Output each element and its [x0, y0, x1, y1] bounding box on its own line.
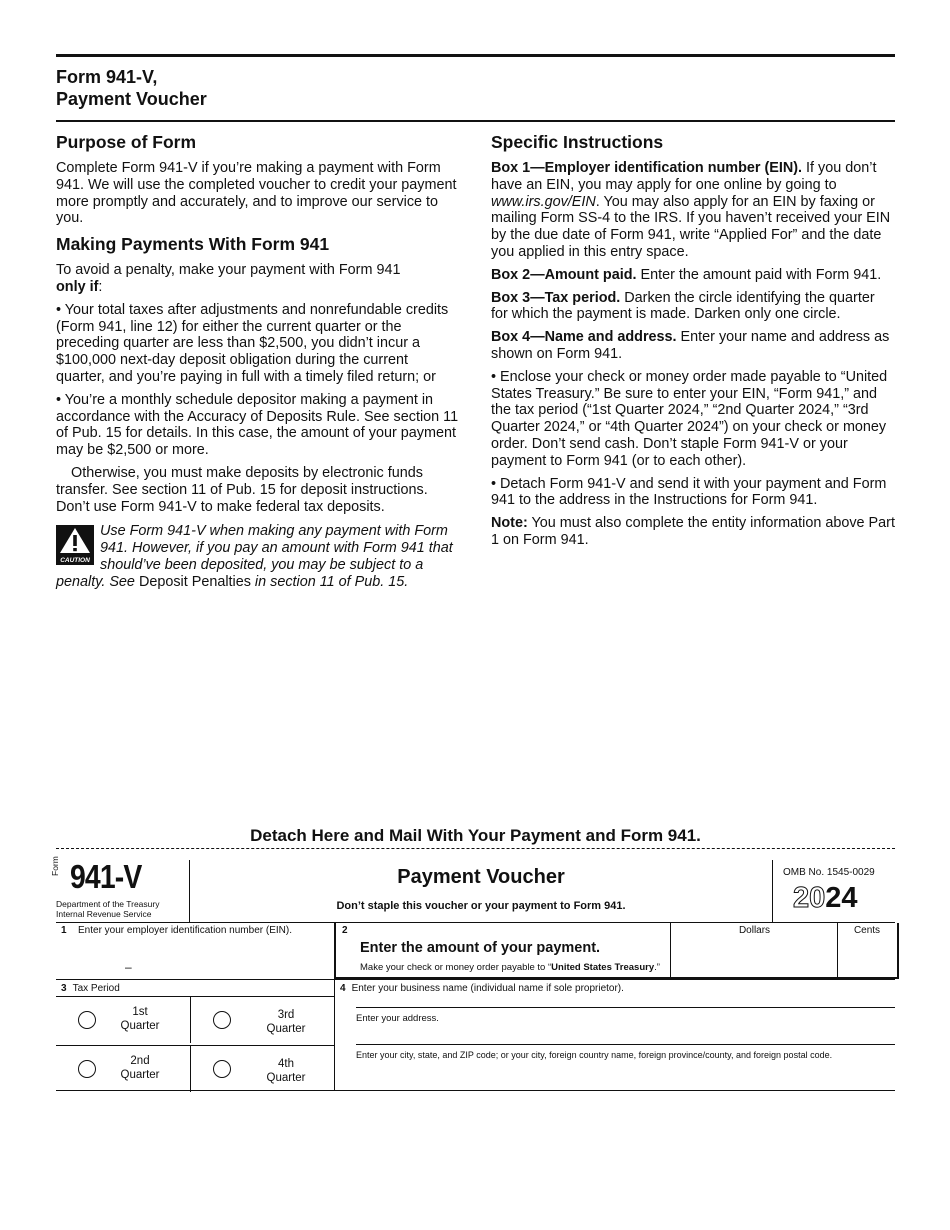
only-if-colon: :: [98, 278, 103, 295]
bullet-total-taxes: • Your total taxes after adjustments and nonrefundable credits (Form 941, line 12) for either the current quarter or the preceding quarter are less than $2,500, you didn’t incur a $100,000 next-day deposit obligation during the current quarter, and you’re paying in full with a timely filed return; or: [56, 301, 449, 385]
caution-icon-label: CAUTION: [60, 557, 90, 565]
amount-label: Enter the amount of your payment.: [360, 940, 601, 956]
purpose-text: Complete Form 941-V if you’re making a payment with Form 941. We will use the completed voucher to credit your payment more promptly and accurately, and to improve our service to you.: [56, 160, 457, 227]
quarter-2-radio[interactable]: [78, 1060, 96, 1078]
box3-label-text: Tax Period: [72, 983, 120, 994]
bullet-monthly-depositor: • You’re a monthly schedule depositor making a payment in accordance with the Accuracy of Deposits Rule. See section 11 of Pub. 15 for details. In this case, the amount of your payment may be $2,500 or more.: [56, 391, 459, 459]
department-line-2: Internal Revenue Service: [56, 909, 152, 919]
instruction-columns: [56, 132, 895, 591]
box3-text: Darken the circle identifying the quarter for which the payment is made. Darken only one circle.: [491, 289, 875, 323]
caution-text-b: Deposit Penalties: [138, 573, 251, 590]
box4-title: Box 4—Name and address.: [491, 329, 677, 346]
specific-instructions-heading: Specific Instructions: [491, 132, 664, 152]
ein-box[interactable]: [56, 923, 334, 979]
address-label: Enter your address.: [356, 1013, 439, 1024]
quarter-1-label: 1st Quarter: [120, 1006, 160, 1032]
box1-title: Box 1—Employer identification number (EIN).: [491, 160, 803, 176]
ein-url: www.irs.gov/EIN: [491, 193, 596, 210]
business-name-field[interactable]: [356, 1007, 895, 1008]
form-number: 941-V: [70, 858, 142, 895]
box4-number: 4: [340, 983, 346, 994]
payable-note-b: United States Treasury: [551, 962, 655, 973]
otherwise-text: Otherwise, you must make deposits by electronic funds transfer. See section 11 of Pub. 15 for deposit instructions. Don’t use Form 941-V to make federal tax deposits.: [56, 464, 428, 515]
instructions-page: [56, 54, 895, 591]
voucher-header: [50, 856, 895, 922]
left-column: [56, 132, 460, 591]
dollars-field[interactable]: [670, 923, 838, 977]
box2-instructions: [491, 267, 895, 284]
box1-instructions: [491, 160, 895, 261]
name-address-box: [334, 980, 895, 1090]
payable-note-c: .”: [654, 962, 660, 973]
caution-icon: [56, 525, 94, 565]
payment-voucher: [50, 856, 895, 1091]
tax-period-label: [61, 983, 120, 994]
quarter-4-option[interactable]: [190, 1045, 334, 1092]
voucher-title: Payment Voucher: [397, 866, 565, 888]
box1-number: 1: [61, 925, 67, 936]
avoid-penalty-lead: To avoid a penalty, make your payment with Form 941: [56, 262, 401, 279]
bullet-enclose-check: • Enclose your check or money order made payable to “United States Treasury.” Be sure to enter your EIN, “Form 941,” and the tax period (“1st Quarter 2024,” “2nd Quarter 2024,” “3rd Quarter 2024,” or “4th Quarter 2024”) on your check or money order. Don’t send cash. Don’t staple Form 941-V or your payment to Form 941 (or to each other).: [491, 368, 888, 469]
box2-number: 2: [342, 925, 348, 936]
detach-instruction: Detach Here and Mail With Your Payment and Form 941.: [250, 826, 701, 845]
note-text: You must also complete the entity information above Part 1 on Form 941.: [491, 515, 895, 548]
voucher-form-id: [50, 856, 190, 922]
voucher-row-period-name: [56, 979, 895, 1091]
caution-text-c: in section 11 of Pub. 15.: [250, 573, 409, 590]
note-label: Note:: [491, 515, 528, 532]
omb-number: OMB No. 1545-0029: [783, 867, 875, 878]
quarter-3-option[interactable]: [190, 997, 334, 1043]
quarter-3-radio[interactable]: [213, 1011, 231, 1029]
caution-text-a: Use Form 941-V when making any payment with Form 941. However, if you pay an amount with Form 941 that should’ve been deposited, you may be subject to a penalty. See: [56, 523, 453, 590]
department: [56, 899, 159, 919]
caution-note: [56, 523, 460, 590]
title-line-2: Payment Voucher: [56, 89, 207, 109]
ein-dash: –: [125, 960, 132, 974]
city-label: Enter your city, state, and ZIP code; or your city, foreign country name, foreign province/county, and foreign postal code.: [356, 1050, 833, 1060]
quarter-3-label: 3rd Quarter: [266, 1009, 306, 1035]
quarter-4-radio[interactable]: [213, 1060, 231, 1078]
box4-label-text: Enter your business name (individual name if sole proprietor).: [351, 983, 624, 994]
box3-instructions: [491, 290, 895, 324]
avoid-penalty-text: [56, 262, 460, 296]
page-title: [56, 57, 895, 122]
only-if-text: only if: [56, 278, 99, 295]
box1-label-text: Enter your employer identification number (EIN).: [78, 925, 292, 936]
bullet-detach: • Detach Form 941-V and send it with your payment and Form 941 to the address in the Instructions for Form 941.: [491, 475, 887, 509]
box4-instructions: [491, 329, 895, 363]
right-column: [491, 132, 895, 591]
quarter-grid: [56, 996, 334, 1091]
department-line-1: Department of the Treasury: [56, 899, 160, 909]
box3-title: Box 3—Tax period.: [491, 289, 621, 306]
tax-year-bold: 24: [825, 882, 858, 914]
box3-number: 3: [61, 983, 67, 994]
box2-text: Enter the amount paid with Form 941.: [636, 266, 882, 283]
quarter-1-radio[interactable]: [78, 1011, 96, 1029]
voucher-row-ein-amount: [56, 922, 895, 979]
box4-text: Enter your name and address as shown on Form 941.: [491, 329, 890, 362]
payable-note-a: Make your check or money order payable to “: [360, 962, 552, 973]
tax-period-box: [56, 980, 335, 1090]
title-line-1: Form 941-V,: [56, 67, 158, 87]
box2-title: Box 2—Amount paid.: [491, 266, 637, 283]
quarter-2-option[interactable]: [56, 1045, 190, 1092]
address-field[interactable]: [356, 1044, 895, 1045]
cents-field[interactable]: [837, 923, 896, 977]
payable-note: [360, 962, 660, 973]
cents-label: Cents: [853, 925, 881, 936]
quarter-2-label: 2nd Quarter: [120, 1055, 160, 1081]
quarter-4-label: 4th Quarter: [266, 1058, 306, 1084]
ein-label: [61, 925, 321, 937]
tax-year-outline: 20: [793, 882, 826, 914]
dollars-label: Dollars: [738, 925, 771, 936]
amount-box: [334, 923, 899, 979]
form-word: Form: [50, 856, 60, 876]
note: [491, 515, 895, 549]
box1-text-b: . You may also apply for an EIN by faxing or mailing Form SS-4 to the IRS. If you haven’t received your EIN by the due date of Form 941, write “Applied For” and the date you applied in this entry space.: [491, 193, 891, 260]
voucher-subtitle: Don’t staple this voucher or your payment to Form 941.: [336, 900, 626, 912]
business-name-label: [340, 983, 624, 994]
quarter-1-option[interactable]: [56, 997, 190, 1043]
making-payments-heading: Making Payments With Form 941: [56, 234, 330, 255]
purpose-heading: Purpose of Form: [56, 132, 197, 152]
box1-text-a: If you don’t have an EIN, you may apply for one online by going to: [491, 160, 877, 193]
omb-box: [772, 860, 896, 922]
tax-year: [793, 882, 858, 915]
detach-dashed-line: [56, 848, 895, 849]
